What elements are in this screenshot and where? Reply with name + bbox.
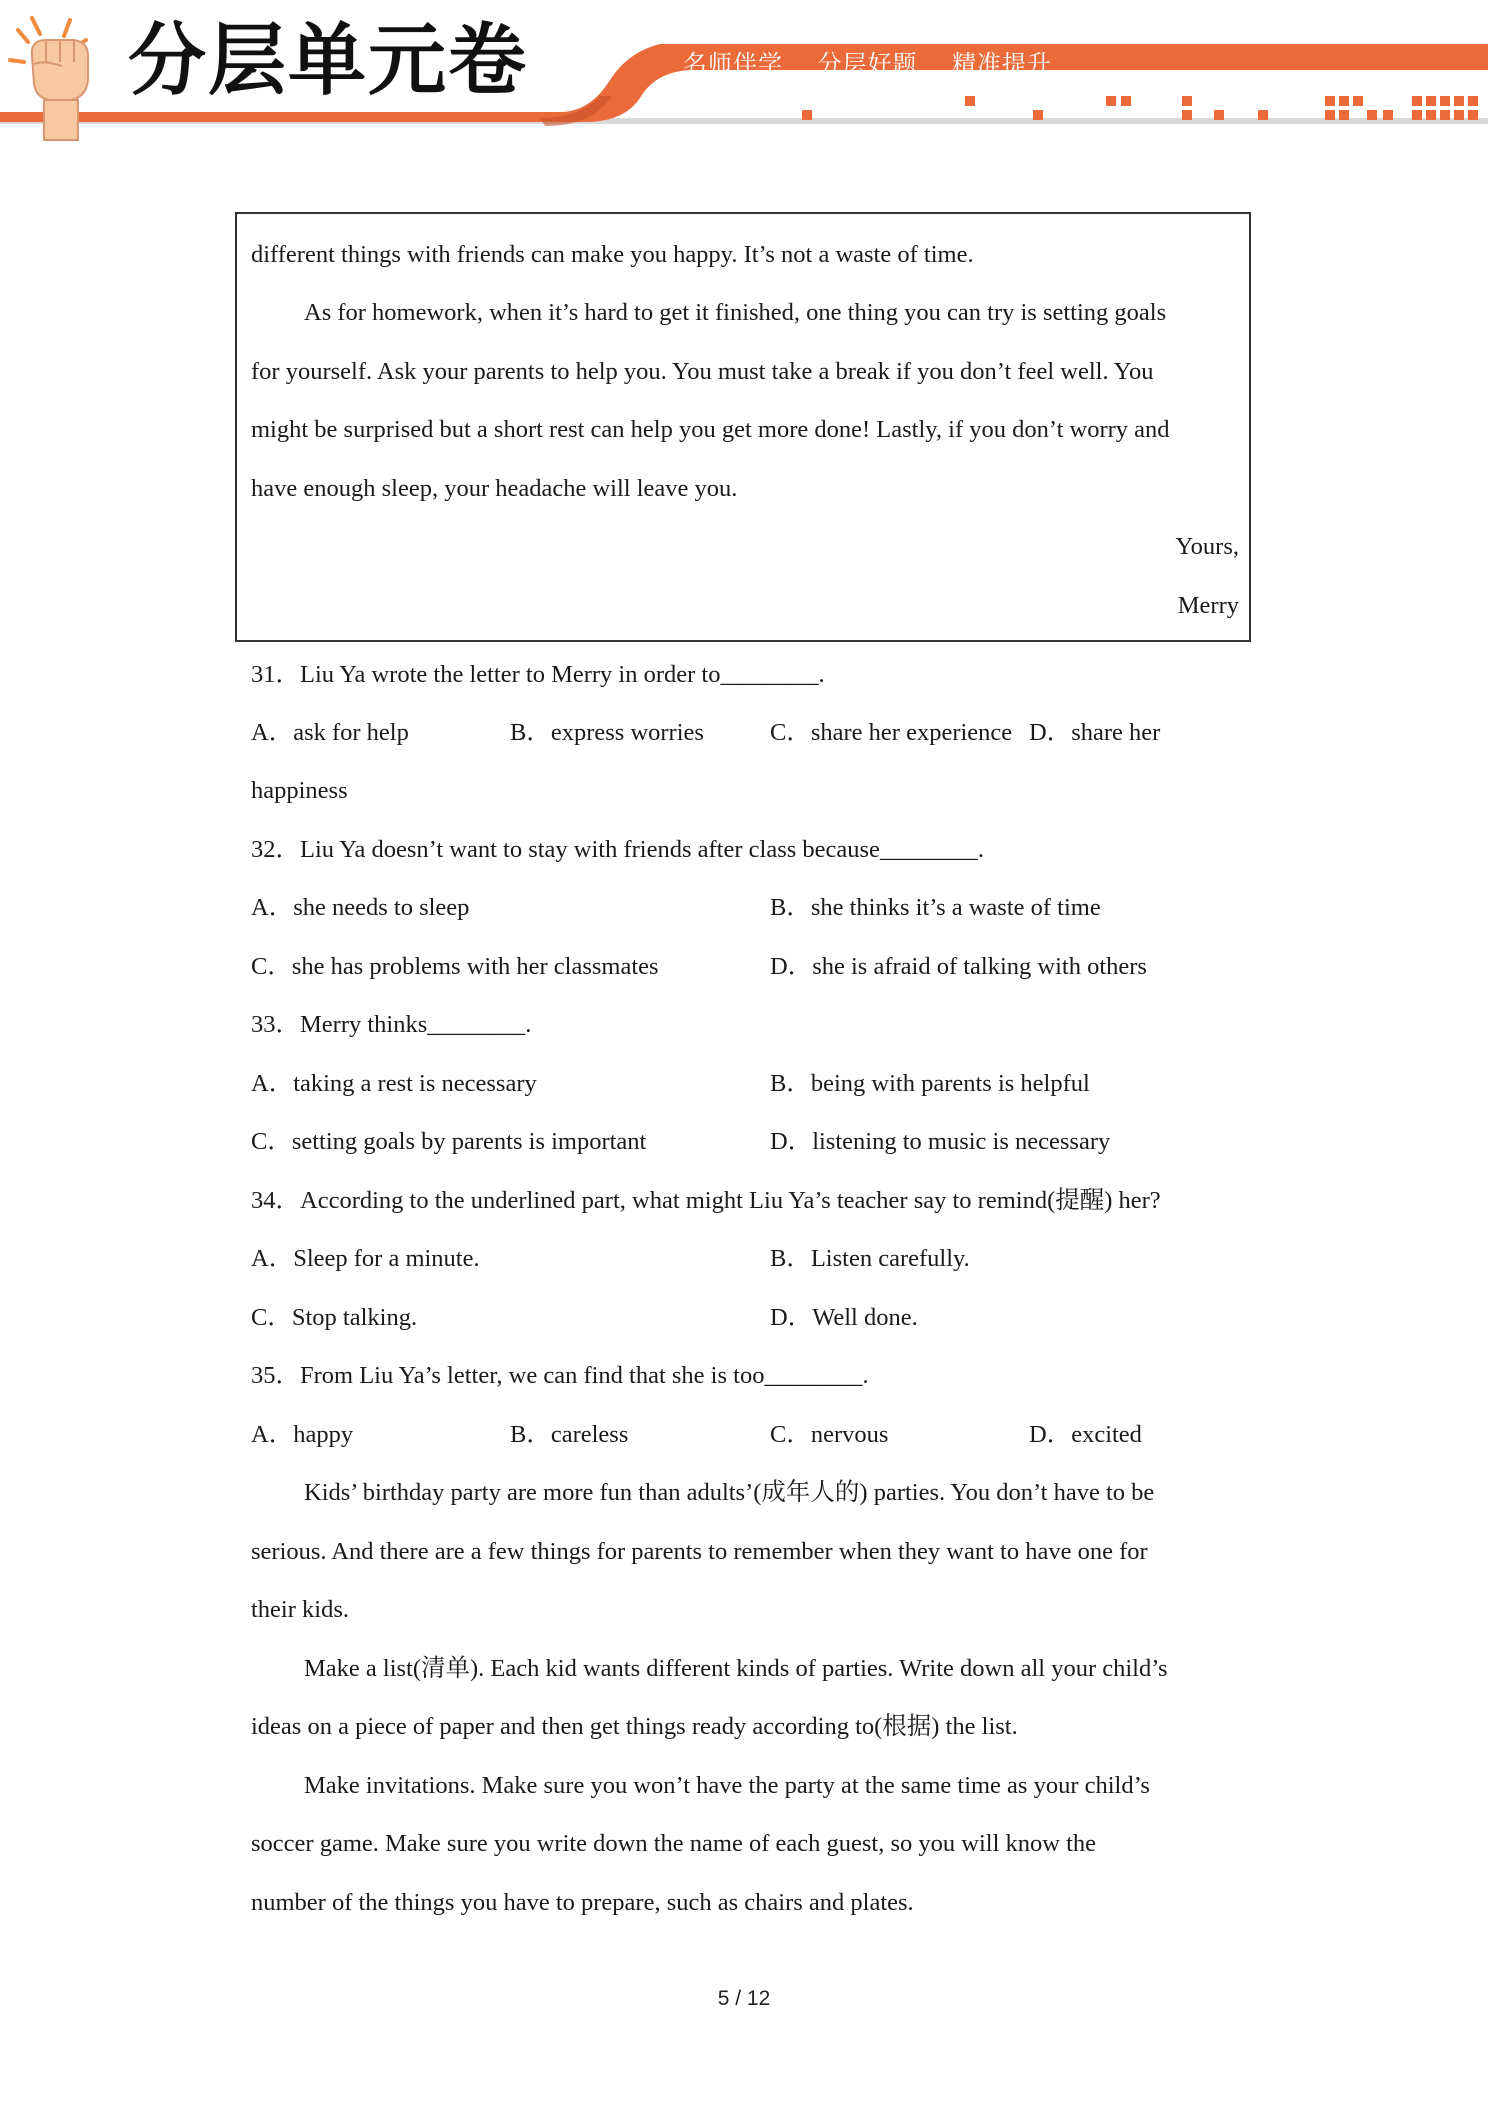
question-stem: 35．From Liu Ya’s letter, we can find that she is too________. xyxy=(251,1362,869,1389)
header-slogan: 名师伴学 分层好题 精准提升 xyxy=(683,50,1053,78)
passage-line: Kids’ birthday party are more fun than adults’(成年人的) parties. You don’t have to be xyxy=(304,1479,1155,1506)
option-a: A．she needs to sleep xyxy=(251,894,470,921)
option-a: A．ask for help xyxy=(251,719,409,746)
question-stem: 32．Liu Ya doesn’t want to stay with friends after class because________. xyxy=(251,836,985,863)
question-stem: 34．According to the underlined part, what might Liu Ya’s teacher say to remind(提醒) her? xyxy=(251,1187,1161,1214)
question-stem: 31．Liu Ya wrote the letter to Merry in order to________. xyxy=(251,661,825,688)
letter-line: have enough sleep, your headache will leave you. xyxy=(251,475,738,502)
passage-line: their kids. xyxy=(251,1596,349,1623)
option-c: C．she has problems with her classmates xyxy=(251,953,659,980)
option-a: A．happy xyxy=(251,1421,354,1448)
option-wrap: happiness xyxy=(251,777,348,804)
option-d: D．listening to music is necessary xyxy=(770,1128,1111,1155)
option-b: B．Listen carefully. xyxy=(770,1245,970,1272)
option-c: C．Stop talking. xyxy=(251,1304,418,1331)
option-b: B．careless xyxy=(510,1421,629,1448)
letter-line: for yourself. Ask your parents to help you. You must take a break if you don’t feel well. You xyxy=(251,358,1154,385)
question-stem: 33．Merry thinks________. xyxy=(251,1011,532,1038)
option-b: B．she thinks it’s a waste of time xyxy=(770,894,1101,921)
option-c: C．nervous xyxy=(770,1421,889,1448)
passage-line: serious. And there are a few things for parents to remember when they want to have one for xyxy=(251,1538,1148,1565)
brand-title: 分层单元卷 xyxy=(128,16,529,106)
option-c: C．setting goals by parents is important xyxy=(251,1128,647,1155)
letter-line: different things with friends can make you happy. It’s not a waste of time. xyxy=(251,241,974,268)
passage-line: number of the things you have to prepare, such as chairs and plates. xyxy=(251,1889,914,1916)
letter-line: might be surprised but a short rest can help you get more done! Lastly, if you don’t worry and xyxy=(251,416,1170,443)
passage-line: Make invitations. Make sure you won’t have the party at the same time as your child’s xyxy=(304,1772,1150,1799)
option-b: B．being with parents is helpful xyxy=(770,1070,1090,1097)
option-c: C．share her experience xyxy=(770,719,1013,746)
option-a: A．taking a rest is necessary xyxy=(251,1070,537,1097)
letter-signature: Merry xyxy=(1177,592,1239,619)
page-number: 5 / 12 xyxy=(717,1987,771,2010)
passage-line: Make a list(清单). Each kid wants different kinds of parties. Write down all your child’s xyxy=(304,1655,1168,1682)
passage-line: ideas on a piece of paper and then get things ready according to(根据) the list. xyxy=(251,1713,1018,1740)
letter-line: As for homework, when it’s hard to get it finished, one thing you can try is setting goals xyxy=(304,299,1167,326)
option-b: B．express worries xyxy=(510,719,704,746)
passage-line: soccer game. Make sure you write down the name of each guest, so you will know the xyxy=(251,1830,1097,1857)
page-header xyxy=(0,0,1488,150)
option-d: D．Well done. xyxy=(770,1304,918,1331)
letter-closing: Yours, xyxy=(1175,533,1239,560)
option-d: D．she is afraid of talking with others xyxy=(770,953,1147,980)
option-d: D．excited xyxy=(1029,1421,1142,1448)
option-d: D．share her xyxy=(1029,719,1161,746)
option-a: A．Sleep for a minute. xyxy=(251,1245,480,1272)
